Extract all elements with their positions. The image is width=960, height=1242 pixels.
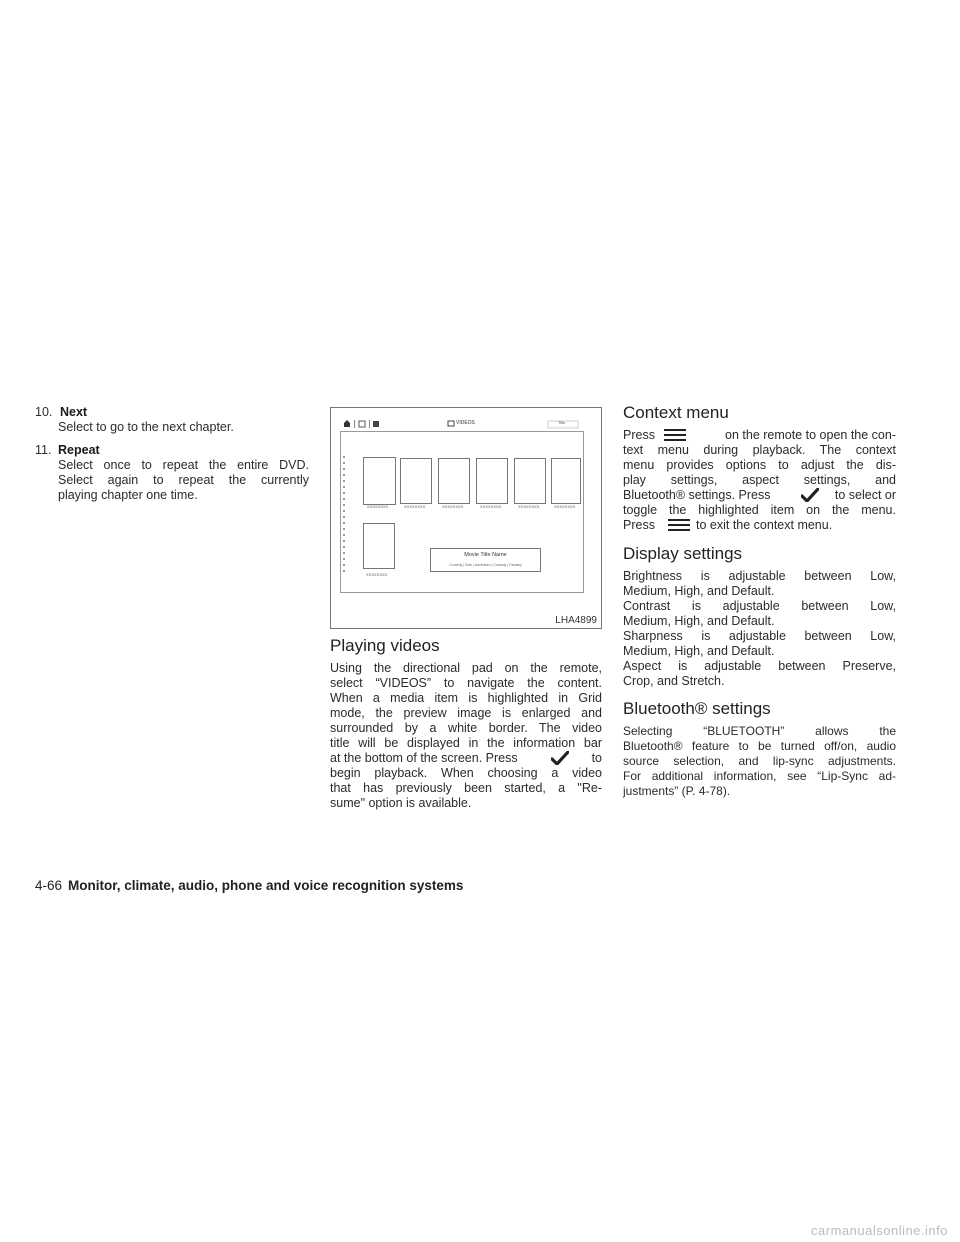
menu-icon (664, 429, 686, 441)
videos-screen-figure (330, 407, 602, 629)
thumbnail-caption: XXXXXXXX (480, 504, 502, 509)
section-title: Monitor, climate, audio, phone and voice recognition systems (68, 878, 464, 893)
page-footer (35, 878, 463, 893)
thumbnail (363, 523, 395, 569)
thumbnail-caption: XXXXXXXX (404, 504, 426, 509)
heading-playing-videos: Playing videos (330, 636, 440, 655)
list-number: 10. (35, 405, 53, 419)
video-icon (448, 421, 454, 426)
disc-icon (359, 421, 365, 427)
alphabet-scroll (343, 456, 346, 576)
list-number: 11. (35, 443, 52, 457)
figure-label: LHA4899 (555, 615, 597, 626)
info-genres: Comedy | Kids | Adventure | Comedy | Fantasy (449, 563, 522, 567)
thumbnail (438, 458, 470, 504)
thumbnail (551, 458, 581, 504)
heading-context-menu: Context menu (623, 403, 729, 422)
context-menu-paragraph: Press on the remote to open the con- text menu during playback. The context menu provides options to adjust the dis- play settings, aspect settings, and Bluetooth® settings. Press to select or toggle the highlighted item on the menu. Press to exit the context menu. (623, 428, 896, 532)
thumbnail-caption: XXXXXXXX (367, 504, 389, 509)
folder-icon (373, 421, 379, 427)
home-icon (344, 420, 350, 427)
thumbnail (400, 458, 432, 504)
display-settings-paragraph: Brightness is adjustable between Low, Medium, High, and Default. Contrast is adjustable between Low, Medium, High, and Default. Sharpness is adjustable between Low, Medium, High, and Default. Aspect is adjustable between Preserve, Crop, and Stretch. (623, 569, 896, 688)
heading-bluetooth-settings: Bluetooth® settings (623, 699, 771, 718)
thumbnail-caption: XXXXXXXX (366, 572, 388, 577)
thumbnail-caption: XXXXXXXX (442, 504, 464, 509)
thumbnail-highlighted (363, 457, 396, 505)
check-icon (551, 751, 569, 765)
thumbnail (514, 458, 546, 504)
list-body: Select once to repeat the entire DVD. Select again to repeat the currently playing chapter one time. (58, 458, 309, 502)
thumbnail (476, 458, 508, 504)
information-bar (430, 548, 541, 572)
figure-sort-label: Title (558, 420, 566, 425)
heading-display-settings: Display settings (623, 544, 743, 563)
figure-tab-label: VIDEOS (456, 420, 475, 426)
list-title: Repeat (58, 443, 100, 457)
thumbnail-caption: XXXXXXXX (554, 504, 576, 509)
check-icon (801, 488, 819, 502)
info-title: Movie Title Name (464, 552, 507, 558)
menu-icon (668, 519, 690, 531)
bluetooth-settings-paragraph: Selecting “BLUETOOTH” allows the Bluetooth® feature to be turned off/on, audio source selection, and lip-sync adjustments. For additional information, see “Lip-Sync ad- justments” (P. 4-78). (623, 724, 896, 798)
list-body: Select to go to the next chapter. (58, 420, 234, 434)
playing-videos-paragraph: Using the directional pad on the remote, select “VIDEOS” to navigate the content. When a media item is highlighted in Grid mode, the preview image is enlarged and surrounded by a white border. The video title will be displayed in the information bar at the bottom of the screen. Press to begin playback. When choosing a video that has previously been started, a "Re- sume" option is available. (330, 661, 602, 810)
thumbnail-caption: XXXXXXXX (518, 504, 540, 509)
watermark: carmanualsonline.info (811, 1223, 948, 1238)
list-title: Next (60, 405, 88, 419)
page-number: 4-66 (35, 878, 63, 893)
